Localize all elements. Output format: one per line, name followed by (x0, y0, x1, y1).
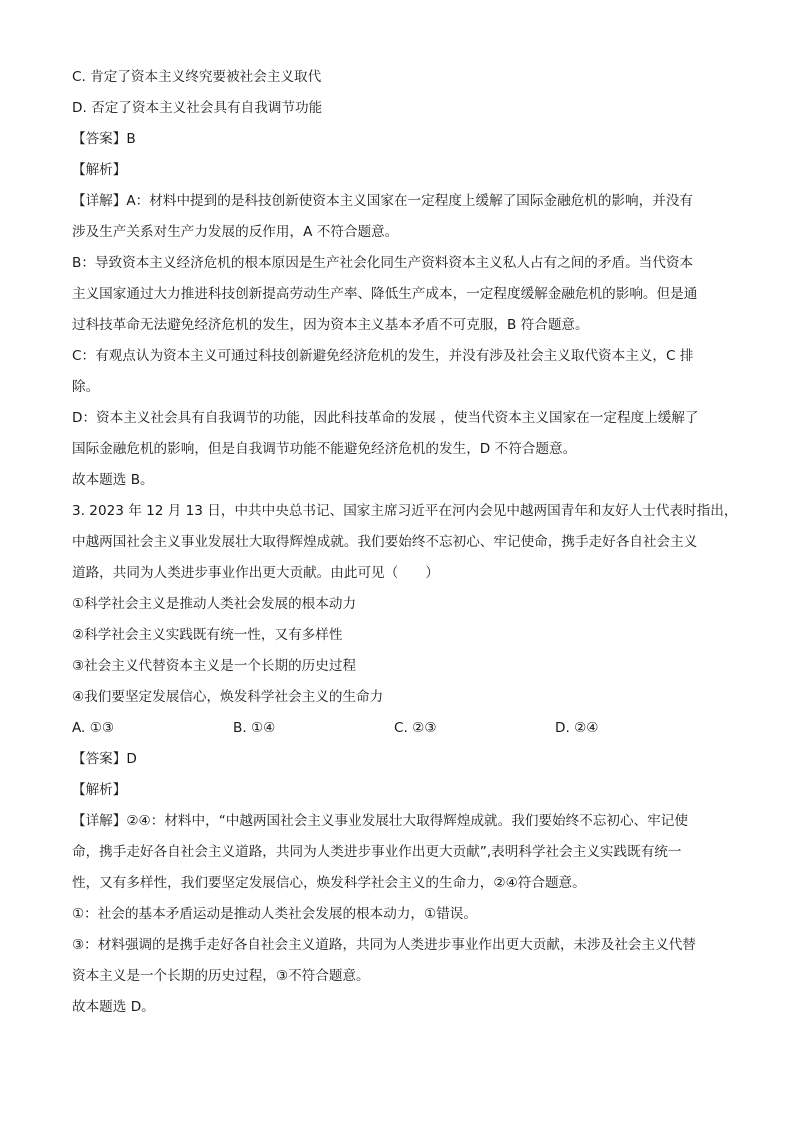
explanation-line: ③：材料强调的是携手走好各自社会主义道路，共同为人类进步事业作出更大贡献，未涉及社会主义代替 (72, 937, 696, 953)
question-stem: 3. 2023 年 12 月 13 日，中共中央总书记、国家主席习近平在河内会见中越两国青年和友好人士代表时指出， (72, 503, 737, 519)
option-d: D. 否定了资本主义社会具有自我调节功能 (72, 100, 323, 116)
option-c: C. ②③ (394, 720, 437, 736)
option-c: C. 肯定了资本主义终究要被社会主义取代 (72, 69, 322, 85)
document-page (72, 62, 737, 1023)
explanation-line: 国际金融危机的影响，但是自我调节功能不能避免经济危机的发生，D 不符合题意。 (72, 441, 577, 457)
statement-1: ①科学社会主义是推动人类社会发展的根本动力 (72, 596, 357, 612)
analysis-label: 【解析】 (72, 782, 127, 798)
option-a: A. ①③ (72, 720, 115, 736)
explanation-line: C：有观点认为资本主义可通过科技创新避免经济危机的发生，并没有涉及社会主义取代资本主义，C 排 (72, 348, 694, 364)
statement-3: ③社会主义代替资本主义是一个长期的历史过程 (72, 658, 357, 674)
explanation-line: 【详解】A：材料中提到的是科技创新使资本主义国家在一定程度上缓解了国际金融危机的影响，并没有 (72, 193, 694, 209)
explanation-line: 命，携手走好各自社会主义道路，共同为人类进步事业作出更大贡献”,表明科学社会主义实践既有统一 (72, 844, 682, 860)
question-stem: 道路，共同为人类进步事业作出更大贡献。由此可见（ ） (72, 565, 440, 581)
explanation-line: 主义国家通过大力推进科技创新提高劳动生产率、降低生产成本，一定程度缓解金融危机的影响。但是通 (72, 286, 698, 302)
explanation-line: 涉及生产关系对生产力发展的反作用，A 不符合题意。 (72, 224, 399, 240)
explanation-line: 性，又有多样性，我们要坚定发展信心，焕发科学社会主义的生命力，②④符合题意。 (72, 875, 586, 891)
explanation-line: ①：社会的基本矛盾运动是推动人类社会发展的根本动力，①错误。 (72, 906, 477, 922)
answer-label: 【答案】D (72, 751, 137, 767)
explanation-line: D：资本主义社会具有自我调节的功能，因此科技革命的发展 ，使当代资本主义国家在一定程度上缓解了 (72, 410, 699, 426)
explanation-line: 资本主义是一个长期的历史过程，③不符合题意。 (72, 968, 370, 984)
conclusion-line: 故本题选 B。 (72, 472, 154, 488)
answer-label: 【答案】B (72, 131, 136, 147)
explanation-line: 过科技革命无法避免经济危机的发生，因为资本主义基本矛盾不可克服，B 符合题意。 (72, 317, 589, 333)
statement-2: ②科学社会主义实践既有统一性，又有多样性 (72, 627, 343, 643)
options-row (72, 713, 737, 744)
statement-4: ④我们要坚定发展信心，焕发科学社会主义的生命力 (72, 689, 384, 705)
option-b: B. ①④ (233, 720, 276, 736)
question-stem: 中越两国社会主义事业发展壮大取得辉煌成就。我们要始终不忘初心、牢记使命，携手走好各自社会主义 (72, 534, 698, 550)
conclusion-line: 故本题选 D。 (72, 999, 155, 1015)
option-d: D. ②④ (555, 720, 599, 736)
analysis-label: 【解析】 (72, 162, 127, 178)
explanation-line: 【详解】②④：材料中，“中越两国社会主义事业发展壮大取得辉煌成就。我们要始终不忘初心、牢记使 (72, 813, 688, 829)
explanation-line: B：导致资本主义经济危机的根本原因是生产社会化同生产资料资本主义私人占有之间的矛盾。当代资本 (72, 255, 694, 271)
explanation-line: 除。 (72, 379, 100, 395)
